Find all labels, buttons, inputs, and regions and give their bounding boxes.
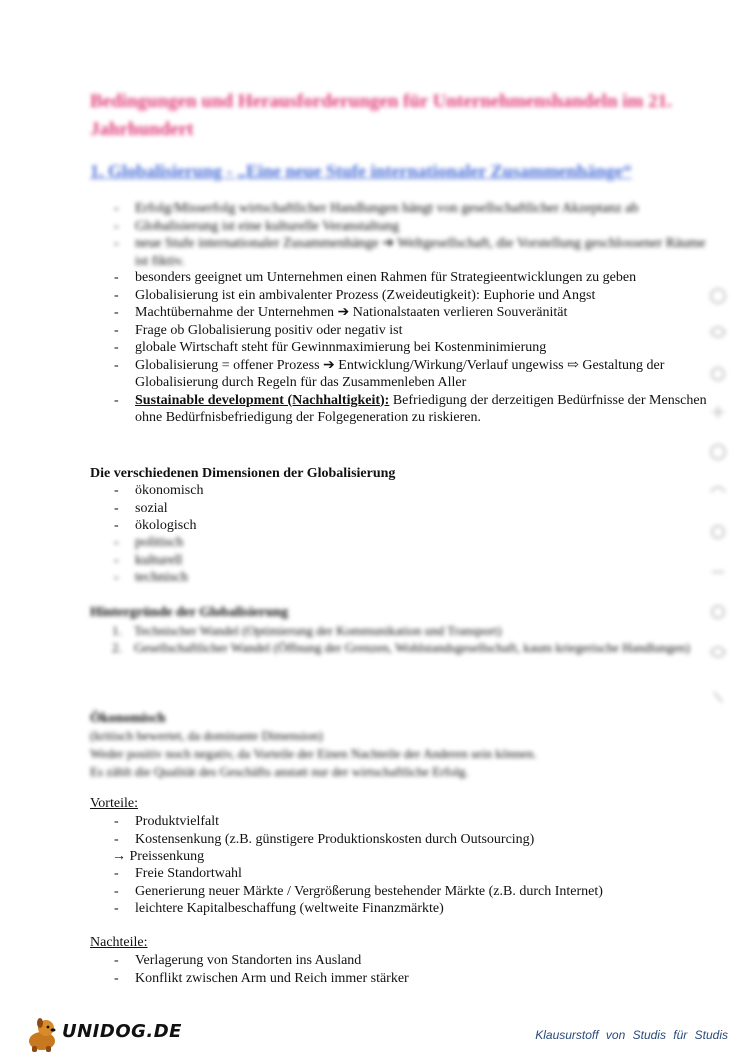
item-text: Gesellschaftlicher Wandel (Öffnung der Grenzen, Wohlstandsgesellschaft, kaum kriegerische Handlungen): [134, 640, 690, 655]
nachteile-heading: Nachteile:: [90, 935, 148, 950]
paragraph-line: Es zählt die Qualität des Geschäfts anstatt nur der wirtschaftliche Erfolg.: [90, 764, 469, 779]
hintergruende-heading: Hintergründe der Globalisierung: [90, 605, 289, 620]
blurred-bullet-list: [110, 200, 720, 270]
item-text: Technischer Wandel (Optimierung der Kommunikation und Transport): [134, 623, 502, 638]
unidog-logo: [22, 1015, 182, 1053]
item-number: 1.: [112, 623, 122, 638]
preissenkung-line: → Preissenkung: [112, 849, 205, 864]
list-item: - Globalisierung ist ein ambivalenter Prozess (Zweideutigkeit): Euphorie und Angst: [110, 287, 720, 305]
list-item: - Frage ob Globalisierung positiv oder negativ ist: [110, 322, 720, 340]
list-item: - technisch: [110, 569, 510, 587]
document-title: Bedingungen und Herausforderungen für Unternehmenshandeln im 21. Jahrhundert: [90, 91, 672, 140]
vorteile-list-continued: [110, 865, 710, 918]
hintergruende-list: [112, 622, 712, 656]
paragraph-line: (kritisch bewertet, da dominante Dimension): [90, 728, 323, 743]
globalisierung-bullet-list: [110, 269, 720, 427]
oekonomisch-paragraph: [90, 727, 650, 781]
sustainable-label: Sustainable development (Nachhaltigkeit):: [135, 392, 390, 408]
list-item: - politisch: [110, 534, 510, 552]
list-item: - Erfolg/Misserfolg wirtschaftlicher Handlungen hängt von gesellschaftlicher Akzeptanz ab: [110, 200, 720, 218]
list-item: - Machtübernahme der Unternehmen ➔ Nationalstaaten verlieren Souveränität: [110, 304, 720, 322]
list-item: - Verlagerung von Standorten ins Ausland: [110, 952, 710, 970]
list-item: - neue Stufe internationaler Zusammenhänge ➔ Weltgesellschaft, die Vorstellung geschlossener Räume ist fiktiv.: [110, 235, 720, 270]
list-item: - ökologisch: [110, 517, 510, 535]
vorteile-list: [110, 813, 710, 848]
item-number: 2.: [112, 640, 122, 655]
oekonomisch-heading: Ökonomisch: [90, 711, 166, 726]
vorteile-heading: Vorteile:: [90, 796, 138, 811]
list-item: - Konflikt zwischen Arm und Reich immer stärker: [110, 970, 710, 988]
list-item: - leichtere Kapitalbeschaffung (weltweite Finanzmärkte): [110, 900, 710, 918]
nachteile-list: [110, 952, 710, 987]
section-heading-globalisierung: 1. Globalisierung - „Eine neue Stufe internationaler Zusammenhänge“: [90, 161, 632, 181]
list-item: [112, 622, 712, 639]
list-item: [112, 639, 712, 656]
dimensions-list: [110, 482, 510, 535]
list-item-sustainable: [110, 392, 720, 427]
list-item: - Freie Standortwahl: [110, 865, 710, 883]
dog-mascot-icon: [22, 1015, 62, 1053]
list-item: - besonders geeignet um Unternehmen einen Rahmen für Strategieentwicklungen zu geben: [110, 269, 720, 287]
margin-watermark: [706, 282, 730, 722]
list-item: - kulturell: [110, 552, 510, 570]
list-item: - ökonomisch: [110, 482, 510, 500]
list-item: - Generierung neuer Märkte / Vergrößerung bestehender Märkte (z.B. durch Internet): [110, 883, 710, 901]
sustainable-text: Befriedigung der derzeitigen Bedürfnisse der Menschen ohne Bedürfnisbefriedigung der Folgegeneration zu riskieren.: [135, 392, 707, 425]
list-item: - Globalisierung = offener Prozess ➔ Entwicklung/Wirkung/Verlauf ungewiss ⇨ Gestaltung der Globalisierung durch Regeln für das Zusammenleben Aller: [110, 357, 720, 392]
footer-tagline: Klausurstoff von Studis für Studis: [535, 1028, 728, 1042]
list-item: - Produktvielfalt: [110, 813, 710, 831]
list-item: - Kostensenkung (z.B. günstigere Produktionskosten durch Outsourcing): [110, 831, 710, 849]
list-item: - globale Wirtschaft steht für Gewinnmaximierung bei Kostenminimierung: [110, 339, 720, 357]
dimensions-list-blurred: [110, 534, 510, 587]
paragraph-line: Weder positiv noch negativ, da Vorteile der Einen Nachteile der Anderen sein können.: [90, 746, 537, 761]
dimensions-heading: Die verschiedenen Dimensionen der Globalisierung: [90, 466, 396, 481]
list-item: - Globalisierung ist eine kulturelle Veranstaltung: [110, 218, 720, 236]
logo-text: UNIDOG.DE: [62, 1021, 182, 1042]
list-item: - sozial: [110, 500, 510, 518]
